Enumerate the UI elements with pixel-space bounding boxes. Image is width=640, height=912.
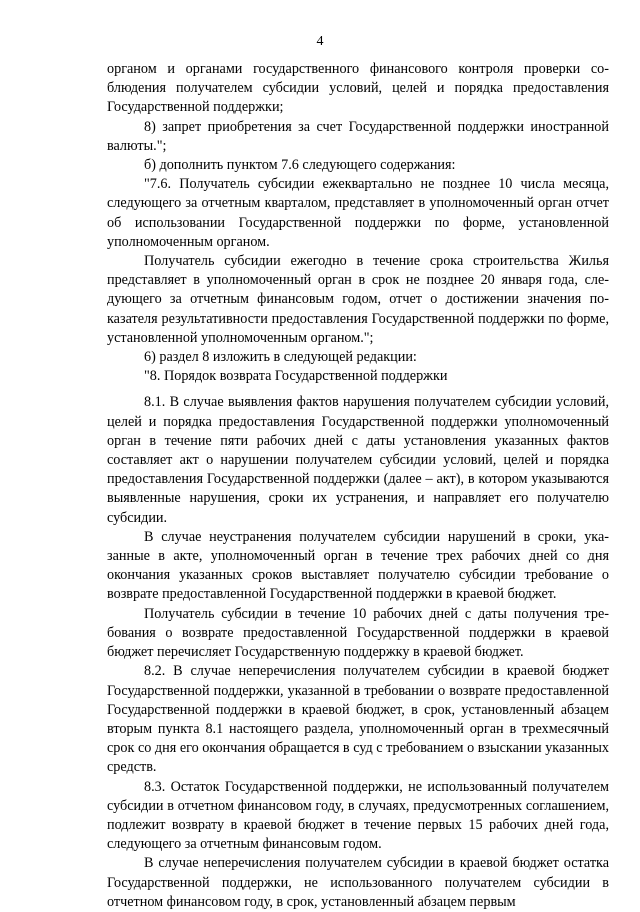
- paragraph-non-elimination: В случае неустранения получателем субсидии нарушений в сроки, указанные в акте, уполномоченный орган в течение трех рабочих дней со дня окончания указанных сроков выставляет получателю субсидии требование о возврате предоставленной Государственной поддержки в краевой бюджет.: [107, 528, 609, 603]
- section-8-heading: "8. Порядок возврата Государственной поддержки: [144, 368, 448, 385]
- paragraph-item-8: 8) запрет приобретения за счет Государственной поддержки иностранной валюты.";: [107, 118, 609, 154]
- paragraph-7-6: "7.6. Получатель субсидии ежеквартально не позднее 10 числа месяца, следующего за отчетным кварталом, представляет в уполномоченный орган отчет об использовании Государственной поддержки по форме, установленной уполномоченным органом.: [107, 176, 609, 250]
- paragraph-transfer: Получатель субсидии в течение 10 рабочих дней с даты получения требования о возврате предоставленной Государственной поддержки в краевой бюджет перечисляет Государственную поддержку в краевой бюджет.: [107, 605, 609, 661]
- paragraph-8-2: 8.2. В случае неперечисления получателем субсидии в краевой бюджет Государственной поддержки, указанной в требовании о возврате предоставленной Государственной поддержки в краевой бюджет, в срок, установленный абзацем вторым пункта 8.1 настоящего раздела, уполномоченный орган в трехмесячный срок со дня его окончания обращается в суд с требованием о взыскании указанных средств.: [107, 663, 609, 776]
- document-body: [107, 60, 609, 912]
- page-number: 4: [316, 34, 324, 49]
- paragraph-continuation: органом и органами государственного финансового контроля проверки соблюдения получателем субсидии условий, целей и порядка предоставления Государственной поддержки;: [107, 61, 609, 116]
- paragraph-8-3: 8.3. Остаток Государственной поддержки, не использованный получателем субсидии в отчетном финансовом году, в случаях, предусмотренных соглашением, подлежит возврату в краевой бюджет в течение первых 15 рабочих дней года, следующего за отчетным финансовым годом.: [107, 778, 609, 853]
- paragraph-non-transfer-remainder: В случае неперечисления получателем субсидии в краевой бюджет остатка Государственной поддержки, не использованного получателем субсидии в отчетном финансовом году, в срок, установленный абзацем первым: [107, 855, 609, 910]
- paragraph-amendment-b: б) дополнить пунктом 7.6 следующего содержания:: [144, 157, 456, 174]
- paragraph-amendment-6: 6) раздел 8 изложить в следующей редакции:: [144, 349, 417, 366]
- paragraph-8-1: 8.1. В случае выявления фактов нарушения получателем субсидии условий, целей и порядка предоставления Государственной поддержки уполномоченный орган в течение пяти рабочих дней с даты установления указанных фактов составляет акт о нарушении получателем субсидии условий, целей и порядка предоставления Государственной поддержки (далее – акт), в котором указываются выявленные нарушения, сроки их устранения, и направляет его получателю субсидии.: [107, 394, 609, 526]
- paragraph-annual-report: Получатель субсидии ежегодно в течение срока строительства Жилья представляет в уполномоченный орган в срок не позднее 20 января года, следующего за отчетным финансовым годом, отчет о достижении значения показателя результативности предоставления Государственной поддержки по форме, установленной уполномоченным органом.";: [107, 253, 609, 346]
